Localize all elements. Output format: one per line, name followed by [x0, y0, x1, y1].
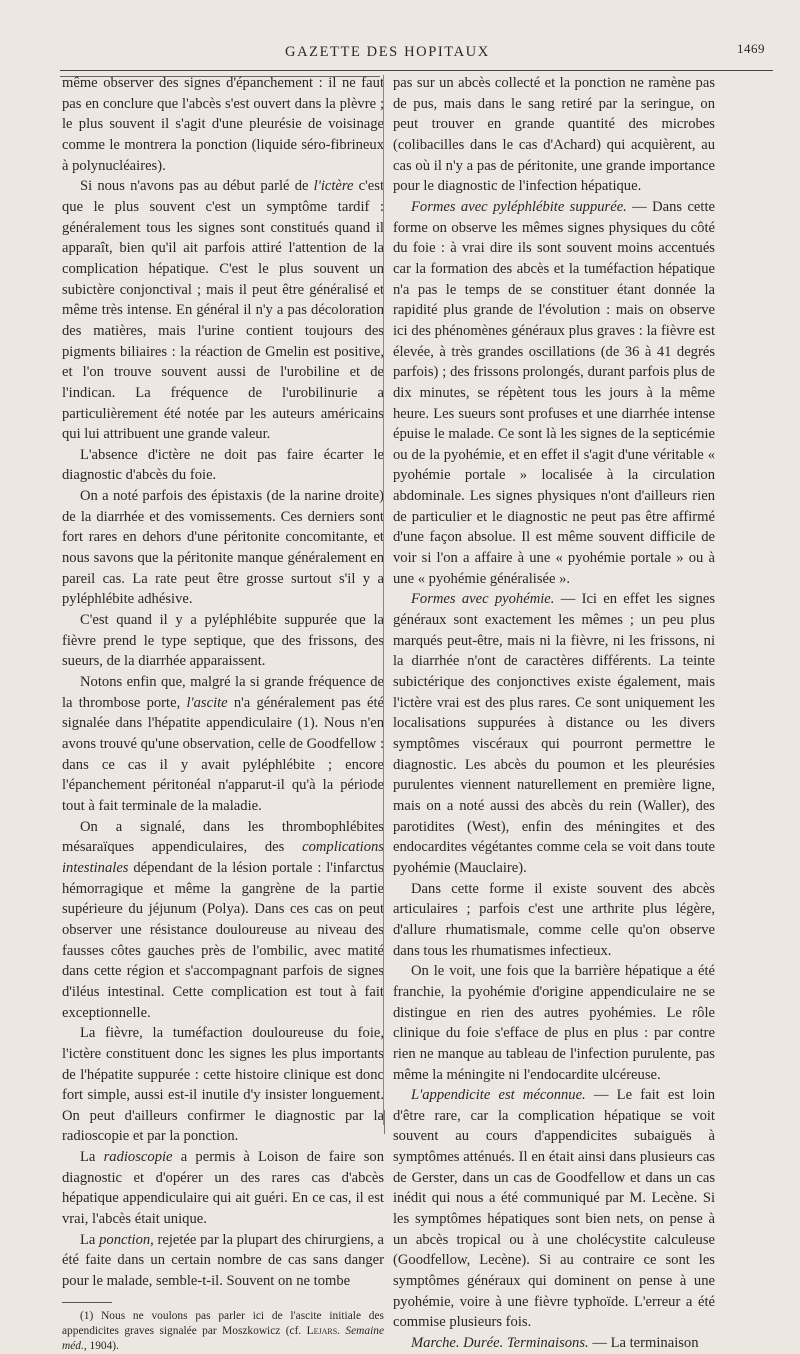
- paragraph: On le voit, une fois que la barrière hépatique a été franchie, la pyohémie d'origine appendiculaire ne se distingue en rien des autres pyohémies. Le rôle clinique du foie s'efface de plus en plus : par contre rien ne manque au tableau de l'infection purulente, pas même la méningite ni l'endocardite ulcéreuse.: [393, 963, 715, 1083]
- paragraph: La ponction, rejetée par la plupart des chirurgiens, a été faite dans un certain nombre de cas sans danger pour le malade, semble-t-il. Souvent on ne tombe: [62, 1231, 384, 1290]
- header-rule: [60, 70, 773, 71]
- paragraph: Notons enfin que, malgré la si grande fréquence de la thrombose porte, l'ascite n'a généralement pas été signalée dans l'hépatite appendiculaire (1). Nous n'en avons trouvé qu'une observation, celle de Goodfellow : dans ce cas il y avait pyléphlébite ; encore l'épanchement péritonéal n'apparut-il qu'à la période tout à fait terminale de la maladie.: [62, 674, 384, 814]
- paragraph: Marche. Durée. Terminaisons. — La terminaison: [411, 1335, 699, 1352]
- paragraph: pas sur un abcès collecté et la ponction ne ramène pas de pus, mais dans le sang retiré par la seringue, on peut trouver en grande quantité des microbes (colibacilles dans le cas d'Achard) qui acquièrent, au cas où il n'y a pas de péritonite, une grande importance pour le diagnostic de l'infection hépatique.: [393, 75, 715, 195]
- paragraph: L'appendicite est méconnue. — Le fait est loin d'être rare, car la complication hépatique se voit souvent au cours d'appendicites subaiguës à symptômes atténués. Il en était ainsi dans plusieurs cas de Gerster, dans un cas de Goodfellow et dans un cas inédit qui nous a été communiqué par M. Lecène. Si les symptômes hépatiques sont bien nets, on pense à un abcès tropical ou à une cholécystite calculeuse (Goodfellow, Lecène). Si au contraire ce sont les symptômes généraux qui dominent on pense à une pyohémie, voire à une fièvre typhoïde. L'erreur a été commise plusieurs fois.: [393, 1087, 715, 1331]
- paragraph: On a signalé, dans les thrombophlébites mésaraïques appendiculaires, des complications intestinales dépendant de la lésion portale : l'infarctus hémorragique et même la gangrène de la partie supérieure du jéjunum (Polya). Dans ces cas on peut observer une résistance douloureuse au niveau des fausses côtes gauches près de l'ombilic, avec matité dans cette région et s'accompagnant parfois de signes d'iléus intestinal. Cette complication est tout à fait exceptionnelle.: [62, 818, 384, 1021]
- right-column: [393, 73, 715, 1354]
- left-column: [62, 73, 384, 1354]
- column-end-mark: [384, 1110, 387, 1134]
- paragraph: La fièvre, la tuméfaction douloureuse du foie, l'ictère constituent donc les signes les plus importants de l'hépatite suppurée : cette histoire clinique est donc fort simple, aussi est-il inutile d'y insister longuement. On peut d'ailleurs confirmer le diagnostic par la radioscopie et par la ponction.: [62, 1025, 384, 1145]
- paragraph: L'absence d'ictère ne doit pas faire écarter le diagnostic d'abcès du foie.: [62, 446, 384, 484]
- page-header: [0, 38, 800, 68]
- footnote: (1) Nous ne voulons pas parler ici de l'ascite initiale des appendicites graves signalée par Moszkowicz (cf. Lejars. Semaine méd., 1904).: [62, 1309, 384, 1352]
- paragraph: La radioscopie a permis à Loison de faire son diagnostic et d'opérer un des rares cas d'abcès hépatique appendiculaire qui ait guéri. En ce cas, il est vrai, l'abcès était unique.: [62, 1149, 384, 1228]
- paragraph: On a noté parfois des épistaxis (de la narine droite) de la diarrhée et des vomissements. Ces derniers sont fort rares en dehors d'une péritonite concomitante, et nous savons que la péritonite manque généralement en pareil cas. La rate peut être grosse surtout s'il y a pyléphlébite adhésive.: [62, 488, 384, 608]
- paragraph: Formes avec pyléphlébite suppurée. — Dans cette forme on observe les mêmes signes physiques du côté du foie : à vrai dire ils sont souvent moins accentués car la formation des abcès et la tuméfaction hépatique n'a pas le temps de se constituer étant donnée la rapidité plus grande de l'évolution : mais on observe ici des phénomènes généraux plus graves : la fièvre est élevée, à très grandes oscillations (de 36 à 41 degrés parfois) ; des frissons prolongés, durant parfois plus de dix minutes, se répètent tous les jours à la même heure. Les sueurs sont profuses et une diarrhée intense épuise le malade. Ce sont là les signes de la septicémie ou de la pyohémie, et en effet il s'agit d'une véritable « pyohémie portale » localisée à la circulation abdominale. Les signes physiques n'ont d'ailleurs rien de particulier et le diagnostic ne peut pas être affirmé d'une façon absolue. Il est même souvent difficile de voir si l'on a affaire à une « pyohémie portale » ou à une « pyohémie généralisée ».: [393, 198, 715, 587]
- footnote-rule: [62, 1302, 112, 1303]
- journal-title: GAZETTE DES HOPITAUX: [285, 44, 490, 60]
- paragraph: Formes avec pyohémie. — Ici en effet les signes généraux sont exactement les mêmes ; un peu plus marqués peut-être, mais ni la fièvre, ni les frissons, ni la diarrhée n'ont de caractères différents. La teinte subictérique des conjonctives existe également, mais l'ictère vrai est des plus rares. Ce sont uniquement les localisations suppurées à distance ou les divers symptômes viscéraux qui pourront permettre le diagnostic. Les abcès du poumon et les pleurésies purulentes viennent naturellement en première ligne, mais on a noté aussi des abcès du rein (Waller), des parotidites (West), enfin des méningites et des endocardites végétantes comme cela se voit dans toute pyohémie (Mauclaire).: [393, 591, 715, 876]
- paragraph: Dans cette forme il existe souvent des abcès articulaires ; parfois c'est une arthrite plus légère, d'allure rhumatismale, comme celle qu'on observe dans tous les rhumatismes infectieux.: [393, 880, 715, 959]
- paragraph: C'est quand il y a pyléphlébite suppurée que la fièvre prend le type septique, que des frissons, des sueurs, de la diarrhée apparaissent.: [62, 612, 384, 670]
- paragraph: même observer des signes d'épanchement : il ne faut pas en conclure que l'abcès s'est ouvert dans la plèvre ; le plus souvent il s'agit d'une pleurésie de voisinage comme le montrera la ponction (liquide séro-fibrineux à polynucléaires).: [62, 75, 384, 174]
- paragraph: Si nous n'avons pas au début parlé de l'ictère c'est que le plus souvent c'est un symptôme tardif : généralement tous les signes sont constitués quand il apparaît, bien qu'il ait parfois attiré l'attention de la complication hépatique. C'est le plus souvent un subictère conjonctival ; mais il peut être généralisé et même très intense. En général il n'y a pas décoloration des matières, mais l'urine contient toujours des pigments biliaires : la réaction de Gmelin est positive, et l'on trouve souvent aussi de l'urobiline et de l'indican. La fréquence de l'urobilinurie a particulièrement été notée par les auteurs américains qui lui attribuent une grande valeur.: [62, 178, 385, 443]
- column-divider: [383, 75, 384, 1125]
- page-number: 1469: [737, 41, 765, 56]
